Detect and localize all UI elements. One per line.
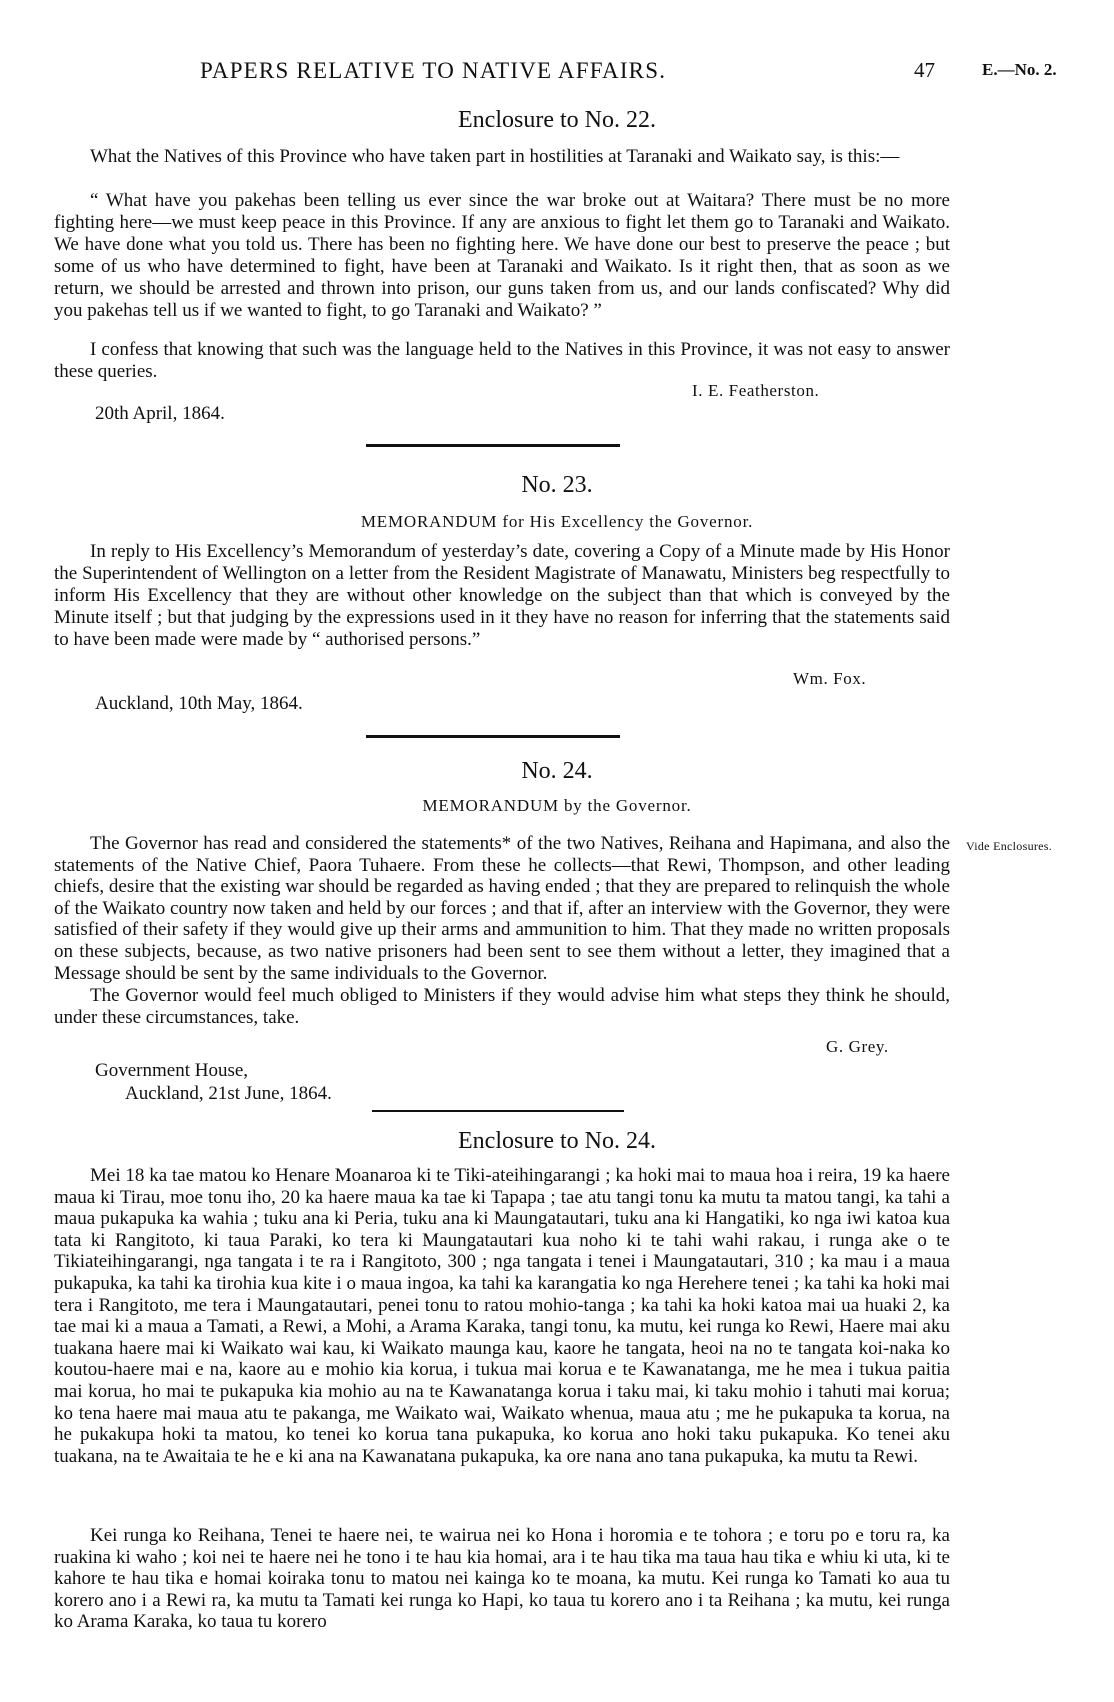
enclosure-22-date: 20th April, 1864. bbox=[95, 403, 225, 424]
enclosure-22-intro: What the Natives of this Province who have taken part in hostilities at Taranaki and Waikato say, is this:— bbox=[90, 146, 900, 167]
enclosure-22-title: Enclosure to No. 22. bbox=[458, 107, 656, 133]
signature-grey: G. Grey. bbox=[826, 1037, 889, 1056]
enclosure-22-confession: I confess that knowing that such was the language held to the Natives in this Province, it was not easy to answer these queries. bbox=[54, 339, 950, 382]
paper-reference: E.—No. 2. bbox=[982, 60, 1057, 79]
no-23-date: Auckland, 10th May, 1864. bbox=[95, 693, 303, 714]
address-line-1: Government House, bbox=[95, 1060, 249, 1081]
no-23-memorandum-text: In reply to His Excellency’s Memorandum of yesterday’s date, covering a Copy of a Minute made by His Honor the Superintendent of Wellington on a letter from the Resident Magistrate of Manawatu, Ministers beg respectfully to inform His Excellency that they are without other knowledge on the subject than that which is conveyed by the Minute itself ; but that judging by the expressions used in it they have no reason for inferring that the statements said to have been made were made by “ authorised persons.” bbox=[54, 541, 950, 650]
enclosure-22-quote: “ What have you pakehas been telling us ever since the war broke out at Waitara? There must be no more fighting here—we must keep peace in this Province. If any are anxious to fight let them go to Taranaki and Waikato. We have done what you told us. There has been no fighting here. We have done our best to preserve the peace ; but some of us who have determined to fight, have been at Taranaki and Waikato. Is it right then, that as soon as we return, we should be arrested and thrown into prison, our guns taken from us, and our lands confiscated? Why did you pakehas tell us if we wanted to fight, to go Taranaki and Waikato? ” bbox=[54, 190, 950, 321]
page-number: 47 bbox=[914, 58, 935, 82]
signature-featherston: I. E. Featherston. bbox=[692, 381, 820, 400]
no-23-number: No. 23. bbox=[521, 472, 593, 498]
no-24-governor-request: The Governor would feel much obliged to Ministers if they would advise him what steps they think he should, under these circumstances, take. bbox=[54, 985, 950, 1028]
no-23-heading: MEMORANDUM for His Excellency the Governor. bbox=[360, 512, 754, 531]
no-24-number: No. 24. bbox=[521, 758, 593, 784]
address-line-2: Auckland, 21st June, 1864. bbox=[125, 1083, 332, 1104]
no-24-governor-statement: The Governor has read and considered the statements* of the two Natives, Reihana and Hapimana, and also the statements of the Native Chief, Paora Tuhaere. From these he collects—that Rewi, Thompson, and other leading chiefs, desire that the existing war should be regarded as having ended ; that they are prepared to relinquish the whole of the Waikato country now taken and held by our forces ; and that if, after an interview with the Governor, they were satisfied of their safety if they would give up their arms and ammunition to him. That they made no written proposals on these subjects, because, as two native prisoners had been sent to see them without a letter, they imagined that a Message should be sent by the same individuals to the Governor. bbox=[54, 833, 950, 984]
section-divider bbox=[366, 444, 620, 447]
enclosure-24-maori-text-1: Mei 18 ka tae matou ko Henare Moanaroa ki te Tiki-ateihingarangi ; ka hoki mai to maua hoa i reira, 19 ka haere maua ki Tirau, moe tonu iho, 20 ka haere maua ka tae ki Tapapa ; tae atu tangi tonu ka mutu ta matou tangi, ka tahi a maua pukapuka ka wahia ; tuku ana ki Peria, tuku ana ki Maungatautari, tuku ana ki Hangatiki, ko nga iwi katoa kua tata ki Rangitoto, ki taua Paraki, ko tera ki Maungatautari kua noho ki te tahi wahi rakau, i runga ake o te Tikiateihingarangi, nga tangata i te ra i Rangitoto, 300 ; nga tangata i tenei i Maungatautari, 310 ; ka mau i a maua pukapuka, ka tahi ka tirohia kua kite i o maua ingoa, ka tahi ka karangatia ko nga Herehere tenei ; ka tahi ka hoki mai tera i Rangitoto, me tera i Maungatautari, penei tonu to ratou mohio-tanga ; ka tahi ka hoki katoa mai ua huaki 2, ka tae mai ki a maua a Tamati, a Rewi, a Mohi, a Arama Karaka, tangi tonu, ka mutu, kei runga ko Rewi, Haere mai aku tuakana haere mai ki Waikato wai kau, ki Waikato maunga kau, kaore he tangata, heoi na no te tangata koi-naka ko koutou-haere mai e na, kaore au e mohio kia korua, i tukua mai korua e te Kawanatanga, me he mea i tukua paitia mai korua, ho mai te pukapuka kia mohio au na te Kawanatanga korua i taku mai, ki taku mohio i tahuti mai korua; ko tena haere mai maua atu te pakanga, me Waikato wai, Waikato whenua, maua atu ; me he pukapuka ta korua, na he pukakupa hoki ta matou, ko tenei ko korua tana pukapuka, ko korua ano hoki taku pukapuka. Ko tenei aku tuakana, na te Awaitaia te he e ki ana na Kawanatana pukapuka, ka ore nana ano tana pukapuka, ka mutu ta Rewi. bbox=[54, 1165, 950, 1467]
margin-note: Vide Enclosures. bbox=[966, 839, 1053, 853]
enclosure-24-title: Enclosure to No. 24. bbox=[458, 1128, 656, 1154]
enclosure-24-maori-text-2: Kei runga ko Reihana, Tenei te haere nei, te wairua nei ko Hona i horomia e te tohora ; e toru po e toru ra, ka ruakina ki waho ; koi nei te haere nei he tono i te hau kia homai, ara i te hau tika ma taua hau tika e whiu ki uta, ki te kahore te hau tika e homai koiraka tonu to matou nei kainga ko te moana, ka mutu. Kei runga ko Tamati ko aua tu korero ano i a Rewi ra, ka mutu ta Tamati kei runga ko Hapi, ko taua tu korero ano i ta Reihana ; ka mutu, kei runga ko Arama Karaka, ko taua tu korero bbox=[54, 1525, 950, 1633]
running-header-title: PAPERS RELATIVE TO NATIVE AFFAIRS. bbox=[200, 58, 667, 83]
section-divider bbox=[366, 735, 620, 738]
section-divider bbox=[372, 1110, 624, 1112]
signature-fox: Wm. Fox. bbox=[793, 669, 867, 688]
no-24-heading: MEMORANDUM by the Governor. bbox=[422, 796, 692, 815]
